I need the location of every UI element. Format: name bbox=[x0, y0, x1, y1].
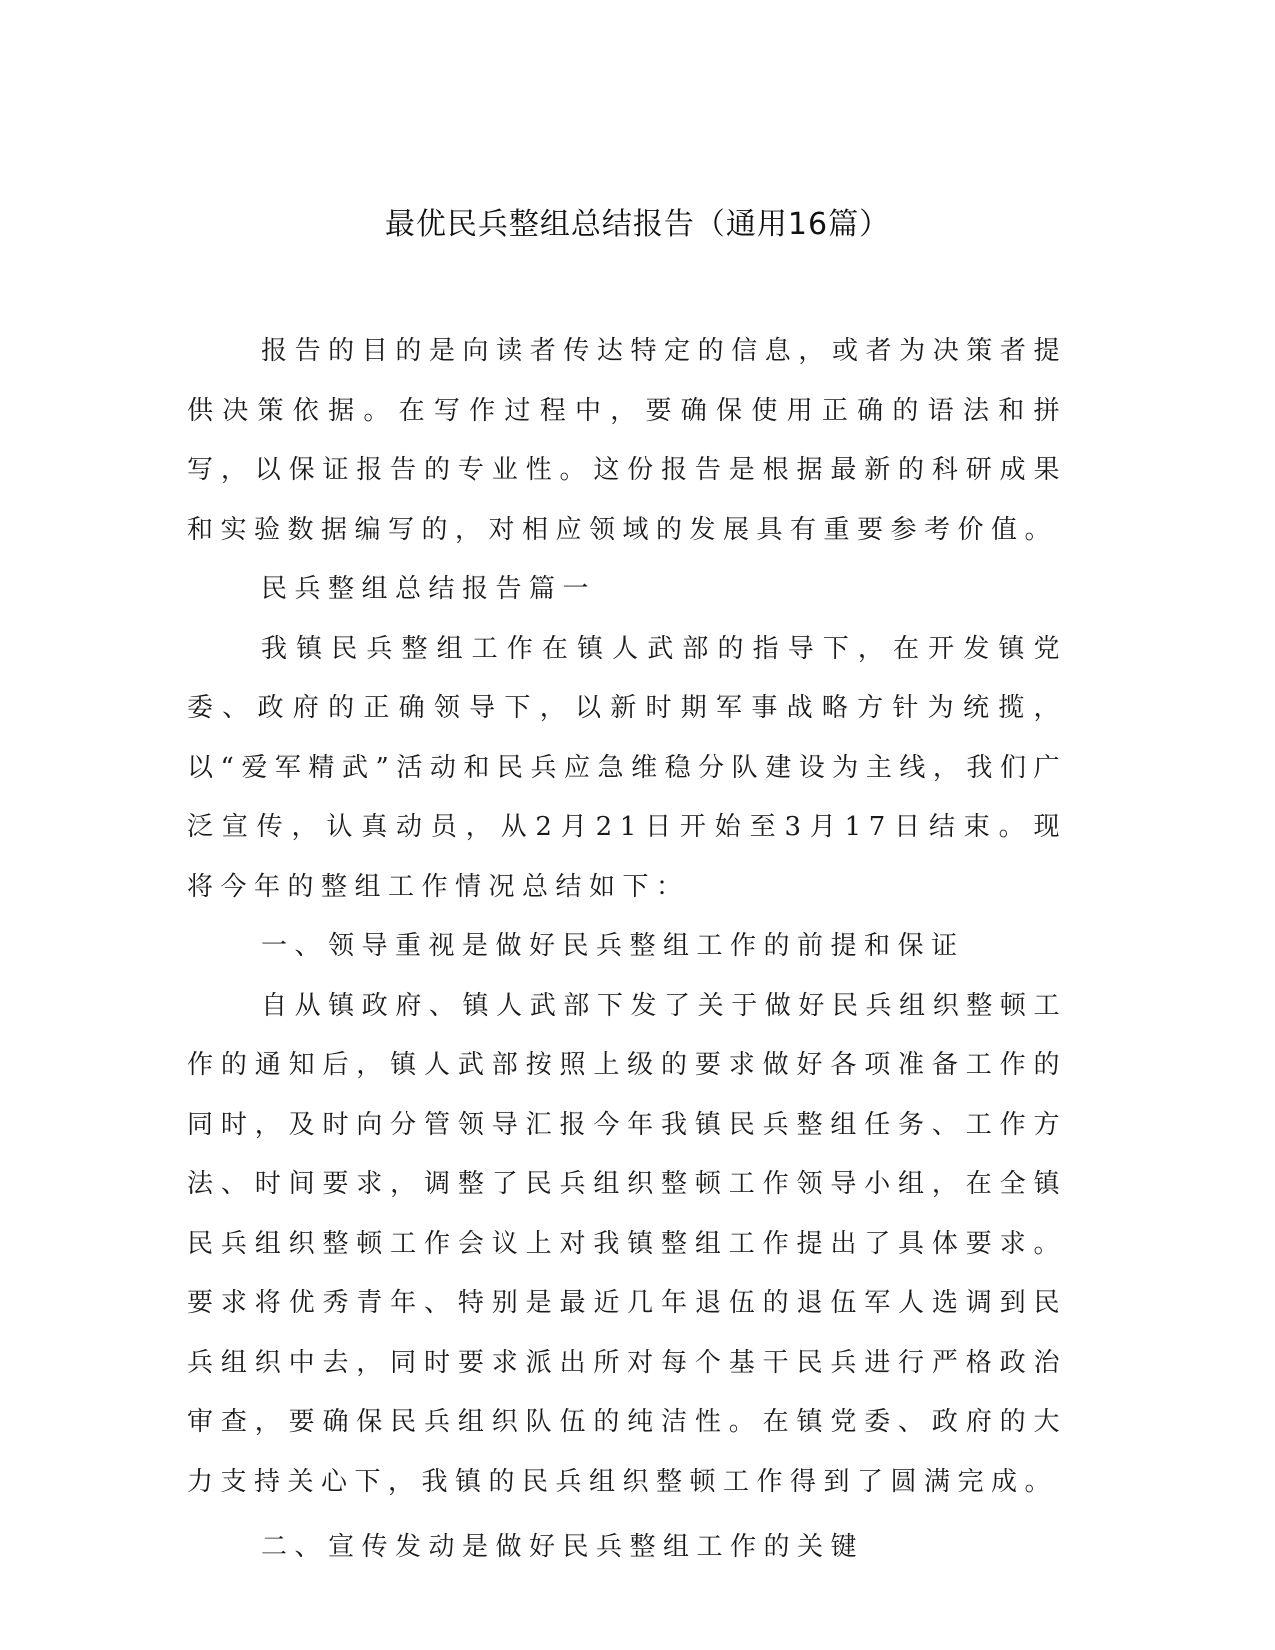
body-paragraph: 我镇民兵整组工作在镇人武部的指导下，在开发镇党委、政府的正确领导下，以新时期军事战略方针为统揽，以“爱军精武”活动和民兵应急维稳分队建设为主线，我们广泛宣传，认真动员，从2月21日开始至3月17日结束。现将今年的整组工作情况总结如下： bbox=[187, 633, 1067, 902]
body-paragraph: 自从镇政府、镇人武部下发了关于做好民兵组织整顿工作的通知后，镇人武部按照上级的要求做好各项准备工作的同时，及时向分管领导汇报今年我镇民兵整组任务、工作方法、时间要求，调整了民兵组织整顿工作领导小组，在全镇民兵组织整顿工作会议上对我镇整组工作提出了具体要求。要求将优秀青年、特别是最近几年退伍的退伍军人选调到民兵组织中去，同时要求派出所对每个基干民兵进行严格政治审查，要确保民兵组织队伍的纯洁性。在镇党委、政府的大力支持关心下，我镇的民兵组织整顿工作得到了圆满完成。 bbox=[187, 990, 1067, 1497]
intro-paragraph: 报告的目的是向读者传达特定的信息，或者为决策者提供决策依据。在写作过程中，要确保使用正确的语法和拼写，以保证报告的专业性。这份报告是根据最新的科研成果和实验数据编写的，对相应领域的发展具有重要参考价值。 bbox=[187, 336, 1067, 545]
document-title: 最优民兵整组总结报告（通用16篇） bbox=[384, 207, 891, 242]
subheading-two: 二、宣传发动是做好民兵整组工作的关键 bbox=[261, 1532, 865, 1562]
subheading-one: 一、领导重视是做好民兵整组工作的前提和保证 bbox=[261, 931, 965, 961]
section-heading-part-one: 民兵整组总结报告篇一 bbox=[261, 574, 597, 604]
document-body bbox=[187, 322, 1067, 1578]
